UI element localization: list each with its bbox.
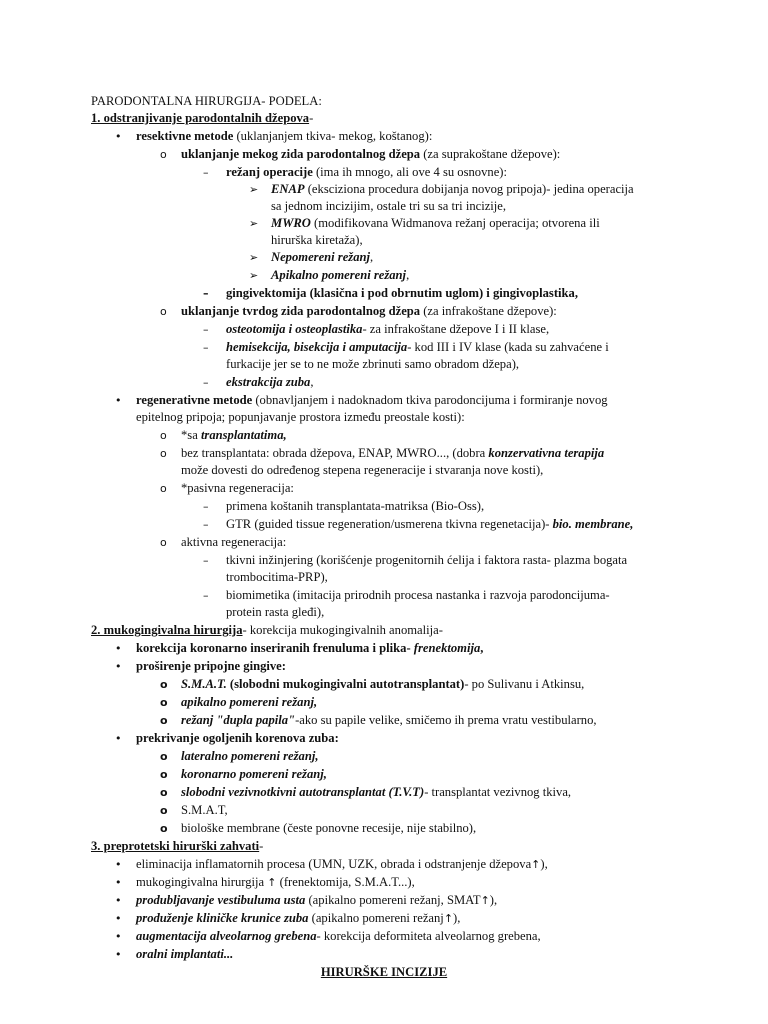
- bullet-marker: •: [115, 876, 122, 889]
- circle-marker: o: [160, 822, 168, 835]
- augment-rest: - korekcija deformiteta alveolarnog grebena,: [316, 929, 541, 943]
- dash-marker: –: [203, 341, 209, 354]
- arrow-marker: ➢: [249, 217, 259, 230]
- rezanj-label: režanj operacije: [226, 165, 313, 179]
- sa-prefix: *sa: [181, 428, 201, 442]
- dash-marker: –: [203, 554, 209, 567]
- smat-rest: - po Sulivanu i Atkinsu,: [464, 677, 585, 691]
- apikalno-label: Apikalno pomereni režanj: [271, 268, 407, 282]
- korekcija-rest: ,: [480, 641, 484, 655]
- bullet-marker: •: [115, 732, 122, 745]
- bullet-marker: •: [115, 912, 122, 925]
- dash-marker: –: [203, 500, 209, 513]
- list-item-ekstrakcija: [226, 374, 313, 392]
- hemi-continuation: furkacije jer se to ne može zbrinuti samo obradom džepa),: [226, 357, 520, 371]
- elim-text: eliminacija inflamatornih procesa (UMN, UZK, obrada i odstranjenje džepova: [136, 857, 532, 871]
- list-item-slobodni: [181, 784, 571, 802]
- list-item-bez: [181, 445, 604, 463]
- nepomereni-label: Nepomereni režanj: [271, 250, 370, 264]
- list-item-produz: [136, 910, 460, 928]
- list-item-regen: [136, 392, 608, 410]
- section-2-rest: - korekcija mukogingivalnih anomalija-: [242, 623, 443, 637]
- arrow-marker: ➢: [249, 251, 259, 264]
- circle-marker: o: [160, 768, 168, 781]
- circle-marker: o: [160, 148, 167, 161]
- list-item-prosirenje: proširenje pripojne gingive:: [136, 659, 286, 673]
- korekcija-label2: frenektomija: [413, 641, 481, 655]
- section-3-title-text: 3. preprotetski hirurški zahvati: [91, 839, 260, 853]
- list-item-produb: [136, 892, 497, 910]
- list-item-elim: [136, 856, 548, 874]
- regen-continuation: epitelnog pripoja; popunjavanje prostora između preostale kosti):: [136, 410, 465, 424]
- bullet-marker: •: [115, 130, 122, 143]
- produz-label: produženje kliničke krunice zuba: [136, 911, 309, 925]
- list-item-enap: [271, 181, 634, 199]
- resektivne-label: resektivne metode: [136, 129, 234, 143]
- dash-marker: –: [203, 323, 209, 336]
- up-arrow-icon: ↑: [443, 912, 454, 925]
- hemi-label: hemisekcija, bisekcija i amputacija: [226, 340, 408, 354]
- bullet-marker: •: [115, 642, 122, 655]
- list-item-pasivna: *pasivna regeneracija:: [181, 481, 294, 495]
- dash-marker: –: [203, 589, 209, 602]
- ekstrakcija-label: ekstrakcija zuba: [226, 375, 311, 389]
- list-item-gingivektomija: gingivektomija (klasična i pod obrnutim uglom) i gingivoplastika,: [226, 286, 578, 300]
- section-3-title: [91, 838, 263, 856]
- enap-label: ENAP: [271, 182, 305, 196]
- slobodni-label: slobodni vezivnotkivni autotransplantat (T.V.T): [181, 785, 425, 799]
- list-item-smat: [181, 676, 584, 694]
- list-item-bioloske: biološke membrane (česte ponovne recesije, nije stabilno),: [181, 821, 477, 835]
- mwro-rest1: (modifikovana Widmanova režanj operacija; otvorena ili: [310, 216, 600, 230]
- osteo-rest: - za infrakoštane džepove I i II klase,: [362, 322, 550, 336]
- bez-continuation: može dovesti do određenog stepena regeneracije i stvaranja nove kosti),: [181, 463, 544, 477]
- gtr-label: bio. membrane,: [552, 517, 634, 531]
- list-item-tkivni: tkivni inžinjering (korišćenje progenitornih ćelija i faktora rasta- plazma bogata: [226, 553, 628, 567]
- list-item-osteo: [226, 321, 549, 339]
- regen-rest1: (obnavljanjem i nadoknadom tkiva parodoncijuma i formiranje novog: [252, 393, 608, 407]
- circle-marker: o: [160, 429, 167, 442]
- document-heading: PARODONTALNA HIRURGIJA- PODELA:: [91, 94, 322, 108]
- korekcija-label: korekcija koronarno inseriranih frenuluma i plika-: [136, 641, 414, 655]
- section-2-title: [91, 622, 443, 640]
- enap-continuation: sa jednom incizijim, ostale tri su sa tri incizije,: [271, 199, 507, 213]
- arrow-marker: ➢: [249, 183, 259, 196]
- list-item-hemi: [226, 339, 609, 357]
- hemi-rest1: - kod III i IV klase (kada su zahvaćene i: [407, 340, 609, 354]
- list-item-aktivna: aktivna regeneracija:: [181, 535, 287, 549]
- apikalno-rest: ,: [406, 268, 410, 282]
- section-1-dash: -: [309, 111, 314, 125]
- circle-marker: o: [160, 750, 168, 763]
- circle-marker: o: [160, 482, 167, 495]
- bullet-marker: •: [115, 930, 122, 943]
- circle-marker: o: [160, 786, 168, 799]
- list-item-koronarno: koronarno pomereni režanj,: [181, 767, 327, 781]
- osteo-label: osteotomija i osteoplastika: [226, 322, 363, 336]
- section-2-title-text: 2. mukogingivalna hirurgija: [91, 623, 243, 637]
- section-heading-incizije: HIRURŠKE INCIZIJE: [320, 965, 448, 979]
- bez-label: konzervativna terapija: [488, 446, 605, 460]
- smat-bold: (slobodni mukogingivalni autotransplantat): [226, 677, 465, 691]
- tkivni-continuation: trombocitima-PRP),: [226, 570, 328, 584]
- augment-label: augmentacija alveolarnog grebena: [136, 929, 317, 943]
- produb-label: produbljavanje vestibuluma usta: [136, 893, 306, 907]
- list-item-mwro: [271, 215, 600, 233]
- list-item-smat-2: S.M.A.T,: [181, 803, 228, 817]
- list-item-dupla: [181, 712, 597, 730]
- dupla-rest: -ako su papile velike, smičemo ih prema vratu vestibularno,: [295, 713, 597, 727]
- list-item-primena: primena koštanih transplantata-matriksa (Bio-Oss),: [226, 499, 485, 513]
- arrow-marker: ➢: [249, 269, 259, 282]
- list-item-prekrivanje: prekrivanje ogoljenih korenova zuba:: [136, 731, 339, 745]
- bullet-marker: •: [115, 948, 122, 961]
- circle-marker: o: [160, 305, 167, 318]
- muko-text: mukogingivalna hirurgija: [136, 875, 268, 889]
- list-item-nepomereni: [271, 249, 373, 267]
- biomim-continuation: protein rasta gleđi),: [226, 605, 325, 619]
- list-item-oralni: oralni implantati...: [136, 947, 234, 961]
- dash-marker: –: [203, 376, 209, 389]
- list-item-meko: [181, 146, 560, 164]
- list-item-apikalno-2: apikalno pomereni režanj,: [181, 695, 318, 709]
- dash-marker: –: [203, 287, 209, 300]
- up-arrow-icon: ↑: [267, 876, 277, 889]
- circle-marker: o: [160, 714, 168, 727]
- list-item-tvrdo: [181, 303, 557, 321]
- list-item-augment: [136, 928, 541, 946]
- section-3-dash: -: [259, 839, 264, 853]
- circle-marker: o: [160, 804, 168, 817]
- tvrdo-label: uklanjanje tvrdog zida parodontalnog džepa: [181, 304, 421, 318]
- bez-text: bez transplantata: obrada džepova, ENAP, MWRO..., (dobra: [181, 446, 489, 460]
- list-item-lateralno: lateralno pomereni režanj,: [181, 749, 319, 763]
- slobodni-rest: - transplantat vezivnog tkiva,: [424, 785, 572, 799]
- sa-label: transplantatima,: [200, 428, 287, 442]
- meko-rest: (za suprakoštane džepove):: [420, 147, 561, 161]
- list-item-biomim: biomimetika (imitacija prirodnih procesa nastanka i razvoja parodoncijuma-: [226, 588, 610, 602]
- ekstrakcija-rest: ,: [310, 375, 314, 389]
- circle-marker: o: [160, 536, 167, 549]
- muko-end: (frenektomija, S.M.A.T...),: [276, 875, 415, 889]
- gtr-text: GTR (guided tissue regeneration/usmerena tkivna regenetacija)-: [226, 517, 553, 531]
- section-1-title: [91, 110, 313, 128]
- meko-label: uklanjanje mekog zida parodontalnog džepa: [181, 147, 421, 161]
- circle-marker: o: [160, 447, 167, 460]
- list-item-apikalno: [271, 267, 409, 285]
- bullet-marker: •: [115, 660, 122, 673]
- tvrdo-rest: (za infrakoštane džepove):: [420, 304, 557, 318]
- mwro-label: MWRO: [271, 216, 311, 230]
- elim-end: ),: [540, 857, 548, 871]
- circle-marker: o: [160, 696, 168, 709]
- rezanj-rest: (ima ih mnogo, ali ove 4 su osnovne):: [312, 165, 507, 179]
- bullet-marker: •: [115, 858, 122, 871]
- list-item-rezanj: [226, 164, 507, 182]
- produb-text: (apikalno pomereni režanj, SMAT: [305, 893, 481, 907]
- bullet-marker: •: [115, 394, 122, 407]
- list-item-sa-transplantatima: [181, 427, 287, 445]
- enap-rest1: (ekscizionа procedura dobijanja novog pripoja)- jedina operacija: [304, 182, 634, 196]
- mwro-continuation: hirurška kiretaža),: [271, 233, 363, 247]
- list-item-gtr: [226, 516, 633, 534]
- circle-marker: o: [160, 678, 168, 691]
- resektivne-rest: (uklanjanjem tkiva- mekog, koštanog):: [233, 129, 433, 143]
- dupla-label: režanj "dupla papila": [181, 713, 296, 727]
- regen-label: regenerativne metode: [136, 393, 253, 407]
- smat-label: S.M.A.T.: [181, 677, 227, 691]
- list-item-korekcija: [136, 640, 483, 658]
- bullet-marker: •: [115, 894, 122, 907]
- produb-end: ),: [489, 893, 498, 907]
- nepomereni-rest: ,: [370, 250, 374, 264]
- section-1-title-text: 1. odstranjivanje parodontalnih džepova: [91, 111, 310, 125]
- produz-end: ),: [453, 911, 461, 925]
- list-item-muko: [136, 874, 415, 892]
- up-arrow-icon: ↑: [531, 858, 541, 871]
- dash-marker: –: [203, 518, 209, 531]
- produz-text: (apikalno pomereni režanj: [308, 911, 444, 925]
- up-arrow-icon: ↑: [480, 894, 490, 907]
- dash-marker: –: [203, 166, 209, 179]
- list-item-resektivne: [136, 128, 432, 146]
